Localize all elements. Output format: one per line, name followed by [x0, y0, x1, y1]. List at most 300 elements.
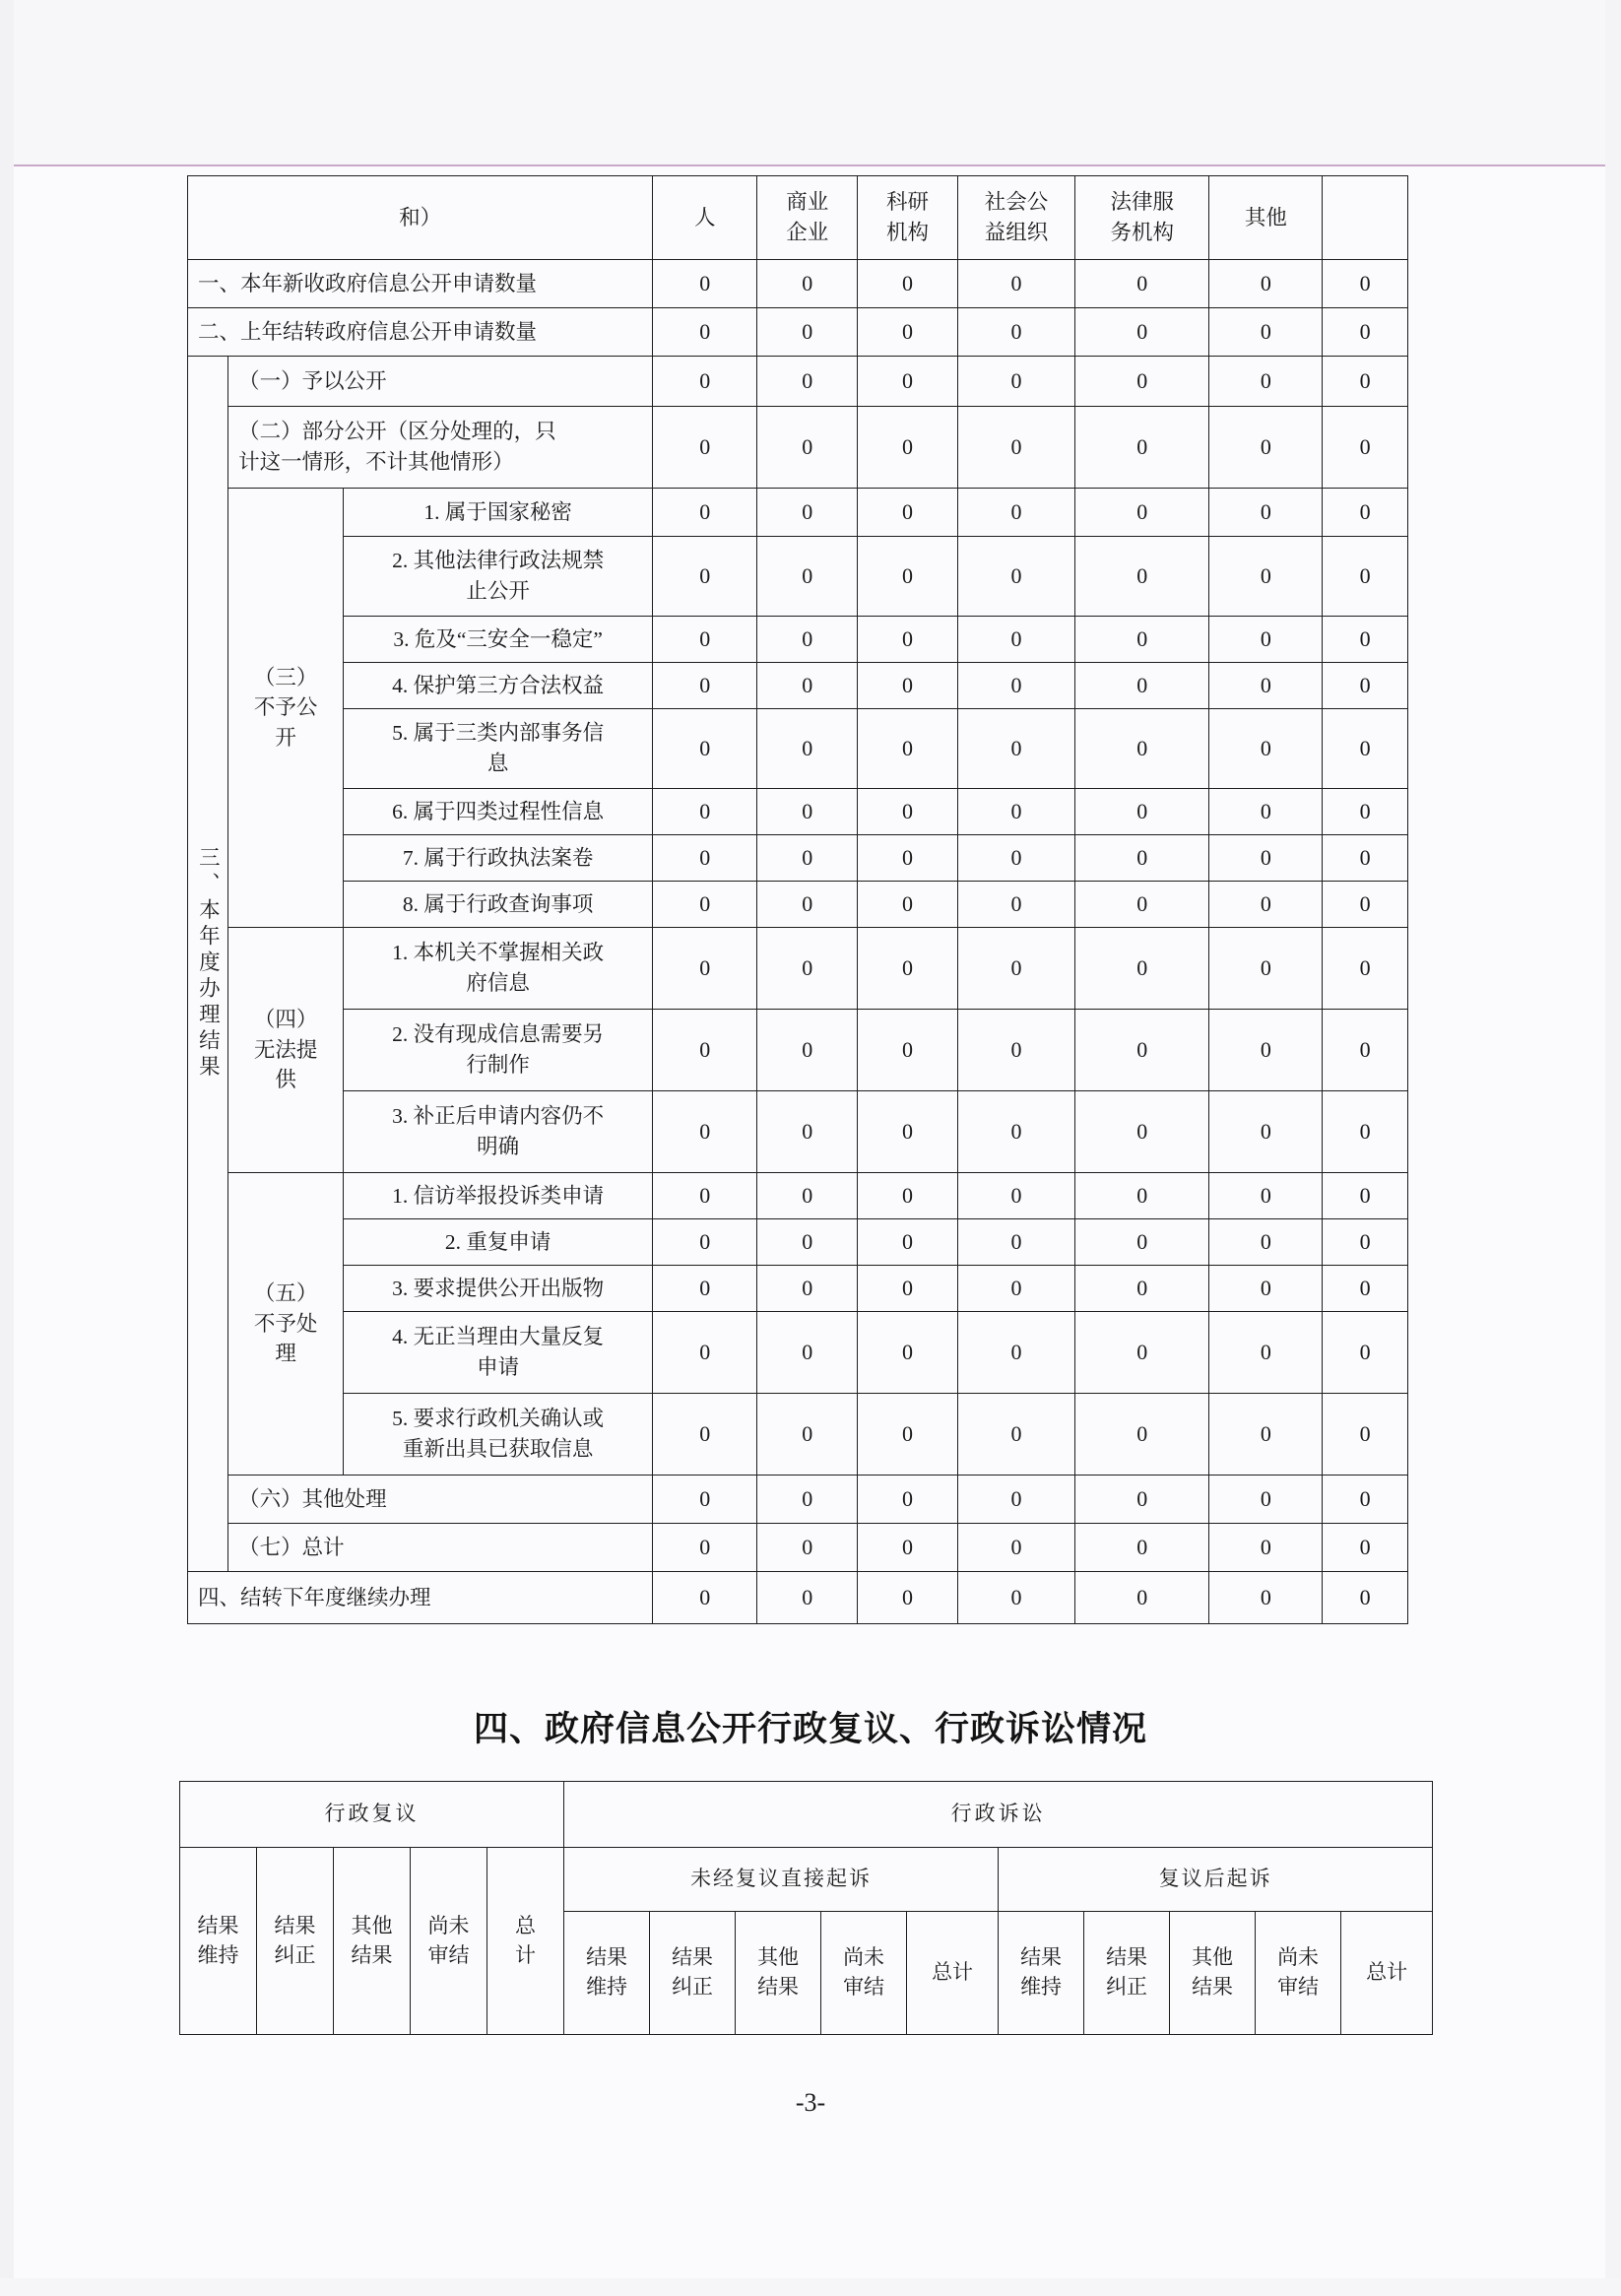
cell-value: 0 — [1075, 407, 1209, 489]
col-after-pending — [1256, 1912, 1341, 2035]
cell-value: 0 — [757, 928, 858, 1010]
col-review-result-corrected-line1: 结果 — [274, 1913, 316, 1937]
cell-value: 0 — [1209, 1476, 1323, 1524]
table-header-row — [188, 176, 1408, 260]
cell-value: 0 — [957, 928, 1074, 1010]
cell-value: 0 — [1075, 617, 1209, 663]
col-after-result-corrected — [1084, 1912, 1170, 2035]
cell-value: 0 — [757, 1010, 858, 1091]
row-label-reconfirm-info-line2: 重新出具已获取信息 — [402, 1437, 594, 1461]
group-label-not-disclosed-line3: 开 — [275, 725, 296, 750]
row-label-needs-creation-line1: 2. 没有现成信息需要另 — [392, 1022, 605, 1047]
table-row — [188, 663, 1408, 709]
col-review-result-upheld-line1: 结果 — [197, 1913, 239, 1937]
cell-value: 0 — [757, 1219, 858, 1266]
col-review-total-line2: 计 — [515, 1942, 537, 1967]
header-col-research-line2: 机构 — [886, 221, 930, 244]
col-direct-result-upheld-line2: 维持 — [586, 1975, 628, 1999]
section-heading-administrative-review: 四、政府信息公开行政复议、行政诉讼情况 — [473, 1710, 1147, 1749]
header-administrative-litigation: 行政诉讼 — [564, 1782, 1433, 1848]
table-row — [188, 1394, 1408, 1476]
cell-value: 0 — [757, 1266, 858, 1312]
row-label-carryover-requests: 二、上年结转政府信息公开申请数量 — [188, 308, 653, 357]
cell-value: 0 — [858, 357, 958, 407]
cell-value: 0 — [1323, 1524, 1408, 1572]
cell-value: 0 — [653, 663, 757, 709]
col-direct-result-corrected-line1: 结果 — [672, 1945, 714, 1970]
cell-value: 0 — [1075, 928, 1209, 1010]
col-direct-other-result-line1: 其他 — [757, 1945, 800, 1970]
cell-value: 0 — [1209, 1394, 1323, 1476]
cell-value: 0 — [1075, 489, 1209, 537]
cell-value: 0 — [1209, 537, 1323, 617]
cell-value: 0 — [653, 1476, 757, 1524]
cell-value: 0 — [957, 1010, 1074, 1091]
cell-value: 0 — [858, 1173, 958, 1219]
cell-value: 0 — [1323, 928, 1408, 1010]
cell-value: 0 — [757, 1524, 858, 1572]
cell-value: 0 — [858, 407, 958, 489]
cell-value: 0 — [957, 709, 1074, 789]
table-row — [188, 308, 1408, 357]
cell-value: 0 — [1323, 1476, 1408, 1524]
cell-value: 0 — [1323, 617, 1408, 663]
cell-value: 0 — [1323, 489, 1408, 537]
cell-value: 0 — [757, 1091, 858, 1173]
cell-value: 0 — [957, 1524, 1074, 1572]
cell-value: 0 — [1075, 882, 1209, 928]
cell-value: 0 — [757, 1312, 858, 1394]
cell-value: 0 — [757, 663, 858, 709]
cell-value: 0 — [858, 617, 958, 663]
cell-value: 0 — [757, 1394, 858, 1476]
table-row — [188, 1524, 1408, 1572]
row-label-enforcement-files: 7. 属于行政执法案卷 — [344, 835, 653, 882]
cell-value: 0 — [1323, 789, 1408, 835]
group-label-unable-to-provide-line3: 供 — [275, 1068, 296, 1092]
cell-value: 0 — [757, 308, 858, 357]
cell-value: 0 — [957, 1219, 1074, 1266]
cell-value: 0 — [1075, 1312, 1209, 1394]
cell-value: 0 — [957, 835, 1074, 882]
cell-value: 0 — [1075, 260, 1209, 308]
cell-value: 0 — [1075, 1572, 1209, 1624]
cell-value: 0 — [653, 1572, 757, 1624]
cell-value: 0 — [957, 1173, 1074, 1219]
cell-value: 0 — [653, 617, 757, 663]
table-row — [188, 407, 1408, 489]
cell-value: 0 — [957, 1091, 1074, 1173]
row-label-internal-affairs-line1: 5. 属于三类内部事务信 — [392, 721, 605, 746]
cell-value: 0 — [757, 1476, 858, 1524]
cell-value: 0 — [1075, 789, 1209, 835]
cell-value: 0 — [1209, 308, 1323, 357]
cell-value: 0 — [957, 663, 1074, 709]
cell-value: 0 — [957, 308, 1074, 357]
cell-value: 0 — [757, 357, 858, 407]
cell-value: 0 — [858, 1219, 958, 1266]
header-first-col: 和） — [188, 176, 653, 260]
cell-value: 0 — [957, 1572, 1074, 1624]
col-after-total-line1: 总计 — [1366, 1960, 1408, 1985]
cell-value: 0 — [653, 407, 757, 489]
row-label-internal-affairs-line2: 息 — [486, 752, 509, 775]
table-row — [188, 1312, 1408, 1394]
col-after-other-result — [1170, 1912, 1256, 2035]
col-direct-result-upheld-line1: 结果 — [586, 1945, 628, 1970]
cell-value: 0 — [653, 357, 757, 407]
col-review-result-upheld-line2: 维持 — [197, 1942, 239, 1967]
scan-bottom-edge — [0, 2278, 1621, 2296]
scan-left-edge — [0, 0, 14, 2296]
cell-value: 0 — [1209, 1173, 1323, 1219]
cell-value: 0 — [1323, 1312, 1408, 1394]
group-label-not-processed — [228, 1173, 344, 1476]
row-label-reconfirm-info-line1: 5. 要求行政机关确认或 — [392, 1407, 605, 1431]
cell-value: 0 — [653, 1394, 757, 1476]
table-row — [188, 1091, 1408, 1173]
cell-value: 0 — [653, 1266, 757, 1312]
row-label-partial-disclosure-line2: 计这一情形，不计其他情形） — [238, 450, 514, 474]
cell-value: 0 — [1323, 1266, 1408, 1312]
group-label-not-processed-line2: 不予处 — [253, 1311, 318, 1336]
col-direct-pending — [821, 1912, 907, 2035]
group-label-not-processed-line1: （五） — [253, 1281, 318, 1306]
table-row — [188, 1173, 1408, 1219]
cell-value: 0 — [1209, 357, 1323, 407]
col-after-total — [1341, 1912, 1433, 2035]
cell-value: 0 — [1075, 1219, 1209, 1266]
row-label-duplicate-request: 2. 重复申请 — [344, 1219, 653, 1266]
col-direct-other-result-line2: 结果 — [757, 1975, 800, 1999]
header-col-business — [757, 176, 858, 260]
group-label-unable-to-provide-line1: （四） — [253, 1008, 318, 1032]
cell-value: 0 — [1209, 882, 1323, 928]
header-col-legal-service-line1: 法律服 — [1110, 190, 1175, 215]
cell-value: 0 — [757, 789, 858, 835]
scan-hairline — [0, 164, 1621, 166]
cell-value: 0 — [757, 489, 858, 537]
row-label-total: （七）总计 — [228, 1524, 653, 1572]
cell-value: 0 — [957, 1394, 1074, 1476]
cell-value: 0 — [1323, 1394, 1408, 1476]
table-row — [188, 537, 1408, 617]
row-label-process-info: 6. 属于四类过程性信息 — [344, 789, 653, 835]
page-number: -3- — [795, 2088, 826, 2117]
row-label-needs-creation — [344, 1010, 653, 1091]
cell-value: 0 — [1323, 709, 1408, 789]
col-review-result-corrected-line2: 纠正 — [274, 1942, 316, 1967]
table-row — [188, 709, 1408, 789]
cell-value: 0 — [757, 617, 858, 663]
cell-value: 0 — [1209, 928, 1323, 1010]
row-label-still-unclear — [344, 1091, 653, 1173]
cell-value: 0 — [1323, 1219, 1408, 1266]
cell-value: 0 — [1075, 709, 1209, 789]
cell-value: 0 — [1209, 617, 1323, 663]
cell-value: 0 — [957, 357, 1074, 407]
cell-value: 0 — [858, 1572, 958, 1624]
row-label-needs-creation-line2: 行制作 — [466, 1053, 530, 1077]
row-label-still-unclear-line2: 明确 — [477, 1135, 520, 1158]
cell-value: 0 — [757, 835, 858, 882]
row-label-other-law-prohibits-line2: 止公开 — [466, 579, 530, 603]
col-direct-result-corrected-line2: 纠正 — [672, 1975, 714, 1999]
cell-value: 0 — [757, 709, 858, 789]
row-label-not-possessed-line1: 1. 本机关不掌握相关政 — [392, 941, 605, 965]
table-row — [188, 1266, 1408, 1312]
row-label-not-possessed — [344, 928, 653, 1010]
cell-value: 0 — [858, 709, 958, 789]
cell-value: 0 — [757, 1173, 858, 1219]
row-label-repeated-unreasonable-line1: 4. 无正当理由大量反复 — [392, 1325, 605, 1349]
row-label-petition-complaint: 1. 信访举报投诉类申请 — [344, 1173, 653, 1219]
header-col-business-line2: 企业 — [786, 221, 829, 244]
cell-value: 0 — [1075, 357, 1209, 407]
cell-value: 0 — [653, 1312, 757, 1394]
col-after-result-corrected-line2: 纠正 — [1106, 1975, 1148, 1999]
cell-value: 0 — [1323, 537, 1408, 617]
col-review-pending-line2: 审结 — [427, 1942, 470, 1967]
scan-top-tint — [0, 0, 1621, 165]
cell-value: 0 — [1075, 1394, 1209, 1476]
cell-value: 0 — [1209, 489, 1323, 537]
col-review-other-result-line2: 结果 — [351, 1942, 393, 1967]
col-review-pending-line1: 尚未 — [427, 1913, 470, 1937]
row-label-carry-to-next-year: 四、结转下年度继续办理 — [188, 1572, 653, 1624]
row-label-admin-inquiry: 8. 属于行政查询事项 — [344, 882, 653, 928]
table-row — [188, 260, 1408, 308]
cell-value: 0 — [653, 789, 757, 835]
col-direct-other-result — [736, 1912, 821, 2035]
table2-mid-header-row — [180, 1848, 1433, 1912]
header-col-legal-service — [1075, 176, 1209, 260]
row-label-repeated-unreasonable — [344, 1312, 653, 1394]
cell-value: 0 — [1075, 835, 1209, 882]
cell-value: 0 — [957, 617, 1074, 663]
administrative-review-table-wrapper — [179, 1781, 1410, 2035]
cell-value: 0 — [858, 835, 958, 882]
row-label-state-secret: 1. 属于国家秘密 — [344, 489, 653, 537]
cell-value: 0 — [957, 789, 1074, 835]
cell-value: 0 — [1323, 308, 1408, 357]
cell-value: 0 — [858, 1394, 958, 1476]
cell-value: 0 — [1209, 789, 1323, 835]
col-direct-total-line1: 总计 — [932, 1960, 974, 1985]
cell-value: 0 — [653, 308, 757, 357]
col-direct-result-upheld — [564, 1912, 650, 2035]
cell-value: 0 — [1209, 1091, 1323, 1173]
table-row — [188, 1219, 1408, 1266]
header-col-other: 其他 — [1209, 176, 1323, 260]
group-label-unable-to-provide — [228, 928, 344, 1173]
cell-value: 0 — [1075, 308, 1209, 357]
cell-value: 0 — [1075, 1173, 1209, 1219]
cell-value: 0 — [757, 1572, 858, 1624]
cell-value: 0 — [1323, 835, 1408, 882]
cell-value: 0 — [1075, 537, 1209, 617]
cell-value: 0 — [858, 1091, 958, 1173]
cell-value: 0 — [1323, 1173, 1408, 1219]
table-row — [188, 789, 1408, 835]
row-label-new-requests: 一、本年新收政府信息公开申请数量 — [188, 260, 653, 308]
col-after-result-corrected-line1: 结果 — [1106, 1945, 1148, 1970]
row-label-partial-disclosure — [228, 407, 653, 489]
cell-value: 0 — [653, 1091, 757, 1173]
cell-value: 0 — [653, 928, 757, 1010]
scan-right-edge — [1605, 0, 1621, 2296]
cell-value: 0 — [858, 1010, 958, 1091]
header-col-blank — [1323, 176, 1408, 260]
col-after-pending-line1: 尚未 — [1277, 1945, 1320, 1970]
cell-value: 0 — [1209, 1219, 1323, 1266]
row-label-still-unclear-line1: 3. 补正后申请内容仍不 — [392, 1104, 605, 1129]
cell-value: 0 — [653, 709, 757, 789]
row-label-protect-third-party: 4. 保护第三方合法权益 — [344, 663, 653, 709]
cell-value: 0 — [858, 882, 958, 928]
col-review-total — [487, 1848, 564, 2035]
table-row — [188, 357, 1408, 407]
col-review-pending — [411, 1848, 487, 2035]
row-label-reconfirm-info — [344, 1394, 653, 1476]
row-label-not-possessed-line2: 府信息 — [466, 971, 530, 995]
cell-value: 0 — [653, 260, 757, 308]
row-label-disclosed: （一）予以公开 — [228, 357, 653, 407]
cell-value: 0 — [1075, 1091, 1209, 1173]
row-label-other-law-prohibits-line1: 2. 其他法律行政法规禁 — [392, 549, 605, 573]
cell-value: 0 — [1323, 357, 1408, 407]
header-direct-litigation: 未经复议直接起诉 — [564, 1848, 999, 1912]
table-row — [188, 1476, 1408, 1524]
group-label-not-processed-line3: 理 — [275, 1342, 296, 1366]
table-row — [188, 1572, 1408, 1624]
col-after-result-upheld-line1: 结果 — [1020, 1945, 1063, 1970]
row-label-endangers-security: 3. 危及“三安全一稳定” — [344, 617, 653, 663]
cell-value: 0 — [1209, 407, 1323, 489]
header-col-research-line1: 科研 — [886, 190, 930, 215]
cell-value: 0 — [858, 489, 958, 537]
cell-value: 0 — [653, 1173, 757, 1219]
header-col-public-welfare-line1: 社会公 — [984, 190, 1049, 215]
cell-value: 0 — [858, 1266, 958, 1312]
cell-value: 0 — [1323, 1091, 1408, 1173]
cell-value: 0 — [1209, 260, 1323, 308]
cell-value: 0 — [1075, 663, 1209, 709]
cell-value: 0 — [1075, 1524, 1209, 1572]
cell-value: 0 — [858, 663, 958, 709]
request-statistics-table — [187, 175, 1408, 1624]
table-row — [188, 928, 1408, 1010]
cell-value: 0 — [957, 407, 1074, 489]
cell-value: 0 — [653, 489, 757, 537]
cell-value: 0 — [653, 1219, 757, 1266]
header-col-business-line1: 商业 — [786, 190, 829, 215]
cell-value: 0 — [757, 537, 858, 617]
cell-value: 0 — [1323, 260, 1408, 308]
header-col-research — [858, 176, 958, 260]
col-after-other-result-line2: 结果 — [1192, 1975, 1234, 1999]
cell-value: 0 — [1209, 1010, 1323, 1091]
cell-value: 0 — [957, 489, 1074, 537]
col-direct-pending-line1: 尚未 — [843, 1945, 885, 1970]
col-direct-pending-line2: 审结 — [843, 1975, 885, 1999]
cell-value: 0 — [1209, 1524, 1323, 1572]
cell-value: 0 — [858, 1524, 958, 1572]
table2-top-header-row — [180, 1782, 1433, 1848]
header-col-person: 人 — [653, 176, 757, 260]
cell-value: 0 — [1075, 1266, 1209, 1312]
group-label-unable-to-provide-line2: 无法提 — [253, 1037, 318, 1062]
cell-value: 0 — [653, 1010, 757, 1091]
table-row — [188, 617, 1408, 663]
table-row — [188, 835, 1408, 882]
table-row — [188, 489, 1408, 537]
row-label-partial-disclosure-line1: （二）部分公开（区分处理的，只 — [238, 420, 556, 444]
request-statistics-table-wrapper — [187, 175, 1408, 1624]
cell-value: 0 — [1075, 1010, 1209, 1091]
cell-value: 0 — [858, 1312, 958, 1394]
cell-value: 0 — [858, 537, 958, 617]
cell-value: 0 — [858, 928, 958, 1010]
cell-value: 0 — [1323, 407, 1408, 489]
cell-value: 0 — [1209, 1572, 1323, 1624]
header-col-public-welfare-line2: 益组织 — [984, 221, 1049, 244]
cell-value: 0 — [757, 882, 858, 928]
col-direct-result-corrected — [650, 1912, 736, 2035]
col-review-result-corrected — [257, 1848, 334, 2035]
row-label-other-law-prohibits — [344, 537, 653, 617]
row-label-published-materials: 3. 要求提供公开出版物 — [344, 1266, 653, 1312]
group-label-not-disclosed — [228, 489, 344, 928]
cell-value: 0 — [1209, 835, 1323, 882]
row-label-repeated-unreasonable-line2: 申请 — [477, 1355, 520, 1379]
cell-value: 0 — [957, 260, 1074, 308]
row-label-other-handling: （六）其他处理 — [228, 1476, 653, 1524]
cell-value: 0 — [653, 882, 757, 928]
group-label-not-disclosed-line2: 不予公 — [253, 695, 318, 720]
col-review-result-upheld — [180, 1848, 257, 2035]
cell-value: 0 — [653, 835, 757, 882]
col-review-other-result — [334, 1848, 411, 2035]
header-post-review-litigation: 复议后起诉 — [999, 1848, 1433, 1912]
table-row — [188, 1010, 1408, 1091]
cell-value: 0 — [957, 1266, 1074, 1312]
col-review-total-line1: 总 — [515, 1913, 537, 1937]
col-direct-total — [907, 1912, 999, 2035]
cell-value: 0 — [858, 260, 958, 308]
col-after-pending-line2: 审结 — [1277, 1975, 1320, 1999]
cell-value: 0 — [653, 1524, 757, 1572]
cell-value: 0 — [1323, 1572, 1408, 1624]
row-label-internal-affairs — [344, 709, 653, 789]
cell-value: 0 — [957, 882, 1074, 928]
header-col-legal-service-line2: 务机构 — [1110, 221, 1175, 244]
cell-value: 0 — [1075, 1476, 1209, 1524]
administrative-review-table — [179, 1781, 1433, 2035]
cell-value: 0 — [1209, 1312, 1323, 1394]
cell-value: 0 — [957, 537, 1074, 617]
cell-value: 0 — [957, 1476, 1074, 1524]
cell-value: 0 — [1323, 663, 1408, 709]
cell-value: 0 — [957, 1312, 1074, 1394]
section-vertical-label-annual-results: 三、本年度办理结果 — [188, 357, 228, 1572]
col-after-result-upheld-line2: 维持 — [1020, 1975, 1063, 1999]
cell-value: 0 — [1209, 1266, 1323, 1312]
col-review-other-result-line1: 其他 — [351, 1913, 393, 1937]
cell-value: 0 — [1323, 882, 1408, 928]
col-after-result-upheld — [999, 1912, 1084, 2035]
header-col-public-welfare — [957, 176, 1074, 260]
